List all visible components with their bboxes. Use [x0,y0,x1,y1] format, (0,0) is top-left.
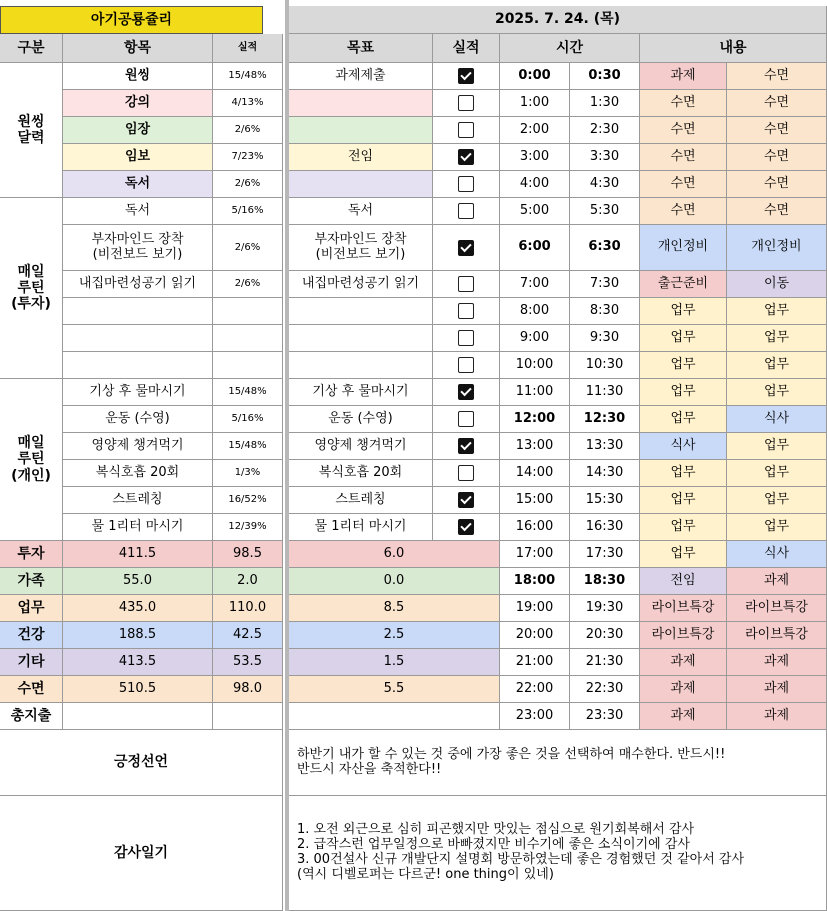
time-end: 23:30 [570,703,640,730]
summary-total [63,703,213,730]
time-start: 4:00 [500,171,570,198]
item-label [63,298,213,325]
time-start: 14:00 [500,460,570,487]
time-end: 2:30 [570,117,640,144]
item-ratio: 16/52% [213,487,283,514]
content-second-half: 수면 [727,144,827,171]
content-second-half: 과제 [727,649,827,676]
summary-label: 투자 [0,541,63,568]
time-start: 16:00 [500,514,570,541]
content-first-half: 수면 [640,171,727,198]
time-end: 5:30 [570,198,640,225]
time-start: 2:00 [500,117,570,144]
time-start: 19:00 [500,595,570,622]
actual-cell [433,271,500,298]
item-ratio: 7/23% [213,144,283,171]
time-start: 18:00 [500,568,570,595]
time-start: 1:00 [500,90,570,117]
item-ratio: 2/6% [213,171,283,198]
summary-total: 55.0 [63,568,213,595]
goal-text [289,171,433,198]
goal-text: 전임 [289,144,433,171]
time-end: 11:30 [570,379,640,406]
item-ratio: 15/48% [213,63,283,90]
summary-month: 110.0 [213,595,283,622]
actual-cell [433,298,500,325]
item-ratio [213,298,283,325]
category-routine-personal: 매일 루틴 (개인) [0,379,63,541]
panel-divider [285,0,289,911]
time-start: 5:00 [500,198,570,225]
item-ratio: 4/13% [213,90,283,117]
item-label: 임장 [63,117,213,144]
time-start: 10:00 [500,352,570,379]
content-second-half: 과제 [727,676,827,703]
time-end: 16:30 [570,514,640,541]
checkbox[interactable] [458,240,474,256]
category-wonsseung: 원씽 달력 [0,63,63,198]
content-first-half: 식사 [640,433,727,460]
content-second-half: 수면 [727,198,827,225]
content-first-half: 업무 [640,541,727,568]
time-end: 15:30 [570,487,640,514]
actual-cell [433,406,500,433]
content-first-half: 수면 [640,198,727,225]
content-first-half: 과제 [640,676,727,703]
content-first-half: 과제 [640,703,727,730]
item-ratio: 2/6% [213,117,283,144]
header-actual: 실적 [433,34,500,63]
sheet-title: 아기공룡쥴리 [0,6,263,34]
content-second-half: 과제 [727,568,827,595]
item-label [63,325,213,352]
time-end: 14:30 [570,460,640,487]
goal-text [289,352,433,379]
content-second-half: 식사 [727,541,827,568]
item-ratio: 2/6% [213,271,283,298]
actual-cell [433,487,500,514]
time-start: 12:00 [500,406,570,433]
time-start: 6:00 [500,225,570,271]
content-second-half: 업무 [727,514,827,541]
checkbox[interactable] [458,330,474,346]
content-second-half: 업무 [727,460,827,487]
content-first-half: 수면 [640,90,727,117]
content-first-half: 출근준비 [640,271,727,298]
content-first-half: 개인정비 [640,225,727,271]
checkbox[interactable] [458,519,474,535]
content-second-half: 업무 [727,325,827,352]
summary-month [213,703,283,730]
time-start: 22:00 [500,676,570,703]
header-category: 구분 [0,34,63,63]
content-second-half: 업무 [727,487,827,514]
goal-text: 운동 (수영) [289,406,433,433]
item-ratio: 2/6% [213,225,283,271]
actual-cell [433,514,500,541]
time-end: 0:30 [570,63,640,90]
summary-today: 2.5 [289,622,500,649]
goal-text: 복식호흡 20회 [289,460,433,487]
time-end: 12:30 [570,406,640,433]
summary-today: 1.5 [289,649,500,676]
checkbox[interactable] [458,492,474,508]
actual-cell [433,433,500,460]
time-start: 21:00 [500,649,570,676]
summary-label: 건강 [0,622,63,649]
goal-text [289,117,433,144]
time-start: 23:00 [500,703,570,730]
goal-text [289,325,433,352]
summary-month: 2.0 [213,568,283,595]
item-label: 운동 (수영) [63,406,213,433]
checkbox[interactable] [458,465,474,481]
time-start: 7:00 [500,271,570,298]
goal-text: 영양제 챙겨먹기 [289,433,433,460]
checkbox[interactable] [458,411,474,427]
item-label: 영양제 챙겨먹기 [63,433,213,460]
item-ratio [213,352,283,379]
goal-text [289,90,433,117]
content-second-half: 이동 [727,271,827,298]
actual-cell [433,325,500,352]
time-end: 8:30 [570,298,640,325]
time-end: 7:30 [570,271,640,298]
item-label: 원씽 [63,63,213,90]
goal-text: 기상 후 물마시기 [289,379,433,406]
time-end: 1:30 [570,90,640,117]
header-time: 시간 [500,34,640,63]
content-second-half: 과제 [727,703,827,730]
time-end: 9:30 [570,325,640,352]
time-start: 3:00 [500,144,570,171]
summary-today: 5.5 [289,676,500,703]
goal-text [289,298,433,325]
summary-label: 수면 [0,676,63,703]
summary-label: 총지출 [0,703,63,730]
time-start: 11:00 [500,379,570,406]
item-label: 독서 [63,171,213,198]
summary-label: 기타 [0,649,63,676]
content-first-half: 전임 [640,568,727,595]
content-first-half: 업무 [640,487,727,514]
time-end: 10:30 [570,352,640,379]
content-first-half: 라이브특강 [640,622,727,649]
item-ratio: 15/48% [213,379,283,406]
actual-cell [433,117,500,144]
item-label: 물 1리터 마시기 [63,514,213,541]
summary-total: 411.5 [63,541,213,568]
content-first-half: 수면 [640,144,727,171]
actual-cell [433,90,500,117]
checkbox[interactable] [458,276,474,292]
header-actual-small: 실적 [213,34,283,63]
actual-cell [433,460,500,487]
content-first-half: 업무 [640,379,727,406]
item-ratio: 1/3% [213,460,283,487]
time-start: 9:00 [500,325,570,352]
item-ratio: 5/16% [213,406,283,433]
summary-month: 53.5 [213,649,283,676]
item-label: 임보 [63,144,213,171]
checkbox[interactable] [458,95,474,111]
summary-today: 6.0 [289,541,500,568]
actual-cell [433,198,500,225]
time-end: 17:30 [570,541,640,568]
content-first-half: 업무 [640,514,727,541]
content-first-half: 과제 [640,63,727,90]
checkbox[interactable] [458,357,474,373]
item-label: 부자마인드 장착 (비전보드 보기) [63,225,213,271]
goal-text: 과제제출 [289,63,433,90]
gratitude-text: 1. 오전 외근으로 심히 피곤했지만 맛있는 점심으로 원기회복해서 감사 2. 급작스런 업무일정으로 바빠졌지만 비수기에 좋은 소식이기에 감사 3. 00건설사 신규 개발단지 설명회 방문하였는데 좋은 경험했던 것 같아서 감사 (역시 디벨로퍼는 다르군! one thing이 있네) [289,796,827,911]
time-end: 6:30 [570,225,640,271]
affirmation-text: 하반기 내가 할 수 있는 것 중에 가장 좋은 것을 선택하여 매수한다. 반드시!! 반드시 자산을 축적한다!! [289,730,827,796]
content-second-half: 식사 [727,406,827,433]
item-label: 복식호흡 20회 [63,460,213,487]
time-start: 20:00 [500,622,570,649]
content-second-half: 개인정비 [727,225,827,271]
content-second-half: 업무 [727,352,827,379]
content-first-half: 라이브특강 [640,595,727,622]
content-first-half: 업무 [640,298,727,325]
content-first-half: 업무 [640,460,727,487]
actual-cell [433,379,500,406]
checkbox[interactable] [458,176,474,192]
item-label: 독서 [63,198,213,225]
summary-total: 510.5 [63,676,213,703]
summary-total: 188.5 [63,622,213,649]
content-second-half: 수면 [727,117,827,144]
item-ratio: 15/48% [213,433,283,460]
summary-month: 98.0 [213,676,283,703]
actual-cell [433,63,500,90]
item-label: 강의 [63,90,213,117]
summary-label: 업무 [0,595,63,622]
time-start: 13:00 [500,433,570,460]
summary-today: 0.0 [289,568,500,595]
content-second-half: 업무 [727,433,827,460]
time-end: 21:30 [570,649,640,676]
content-second-half: 수면 [727,90,827,117]
time-start: 0:00 [500,63,570,90]
content-first-half: 업무 [640,325,727,352]
time-end: 13:30 [570,433,640,460]
affirmation-label: 긍정선언 [0,730,283,796]
goal-text: 스트레칭 [289,487,433,514]
time-end: 20:30 [570,622,640,649]
actual-cell [433,144,500,171]
content-second-half: 수면 [727,171,827,198]
item-label: 스트레칭 [63,487,213,514]
time-end: 19:30 [570,595,640,622]
content-second-half: 수면 [727,63,827,90]
content-second-half: 라이브특강 [727,595,827,622]
content-second-half: 업무 [727,298,827,325]
item-ratio: 12/39% [213,514,283,541]
item-label: 내집마련성공기 읽기 [63,271,213,298]
content-second-half: 라이브특강 [727,622,827,649]
summary-today: 8.5 [289,595,500,622]
item-label: 기상 후 물마시기 [63,379,213,406]
checkbox[interactable] [458,68,474,84]
actual-cell [433,171,500,198]
summary-label: 가족 [0,568,63,595]
checkbox[interactable] [458,149,474,165]
actual-cell [433,225,500,271]
date-header: 2025. 7. 24. (목) [289,6,827,34]
time-start: 8:00 [500,298,570,325]
summary-total: 435.0 [63,595,213,622]
content-first-half: 업무 [640,406,727,433]
content-first-half: 과제 [640,649,727,676]
summary-month: 42.5 [213,622,283,649]
header-content: 내용 [640,34,827,63]
content-first-half: 수면 [640,117,727,144]
content-first-half: 업무 [640,352,727,379]
time-end: 18:30 [570,568,640,595]
time-end: 22:30 [570,676,640,703]
goal-text: 물 1리터 마시기 [289,514,433,541]
time-start: 17:00 [500,541,570,568]
item-ratio: 5/16% [213,198,283,225]
item-ratio [213,325,283,352]
item-label [63,352,213,379]
goal-text: 독서 [289,198,433,225]
checkbox[interactable] [458,384,474,400]
goal-text: 내집마련성공기 읽기 [289,271,433,298]
gratitude-label: 감사일기 [0,796,283,911]
summary-month: 98.5 [213,541,283,568]
checkbox[interactable] [458,438,474,454]
checkbox[interactable] [458,303,474,319]
actual-cell [433,352,500,379]
summary-today [289,703,500,730]
time-end: 4:30 [570,171,640,198]
category-routine-invest: 매일 루틴 (투자) [0,198,63,379]
time-end: 3:30 [570,144,640,171]
summary-total: 413.5 [63,649,213,676]
checkbox[interactable] [458,203,474,219]
content-second-half: 업무 [727,379,827,406]
time-start: 15:00 [500,487,570,514]
goal-text: 부자마인드 장착 (비전보드 보기) [289,225,433,271]
header-item: 항목 [63,34,213,63]
header-goal: 목표 [289,34,433,63]
checkbox[interactable] [458,122,474,138]
